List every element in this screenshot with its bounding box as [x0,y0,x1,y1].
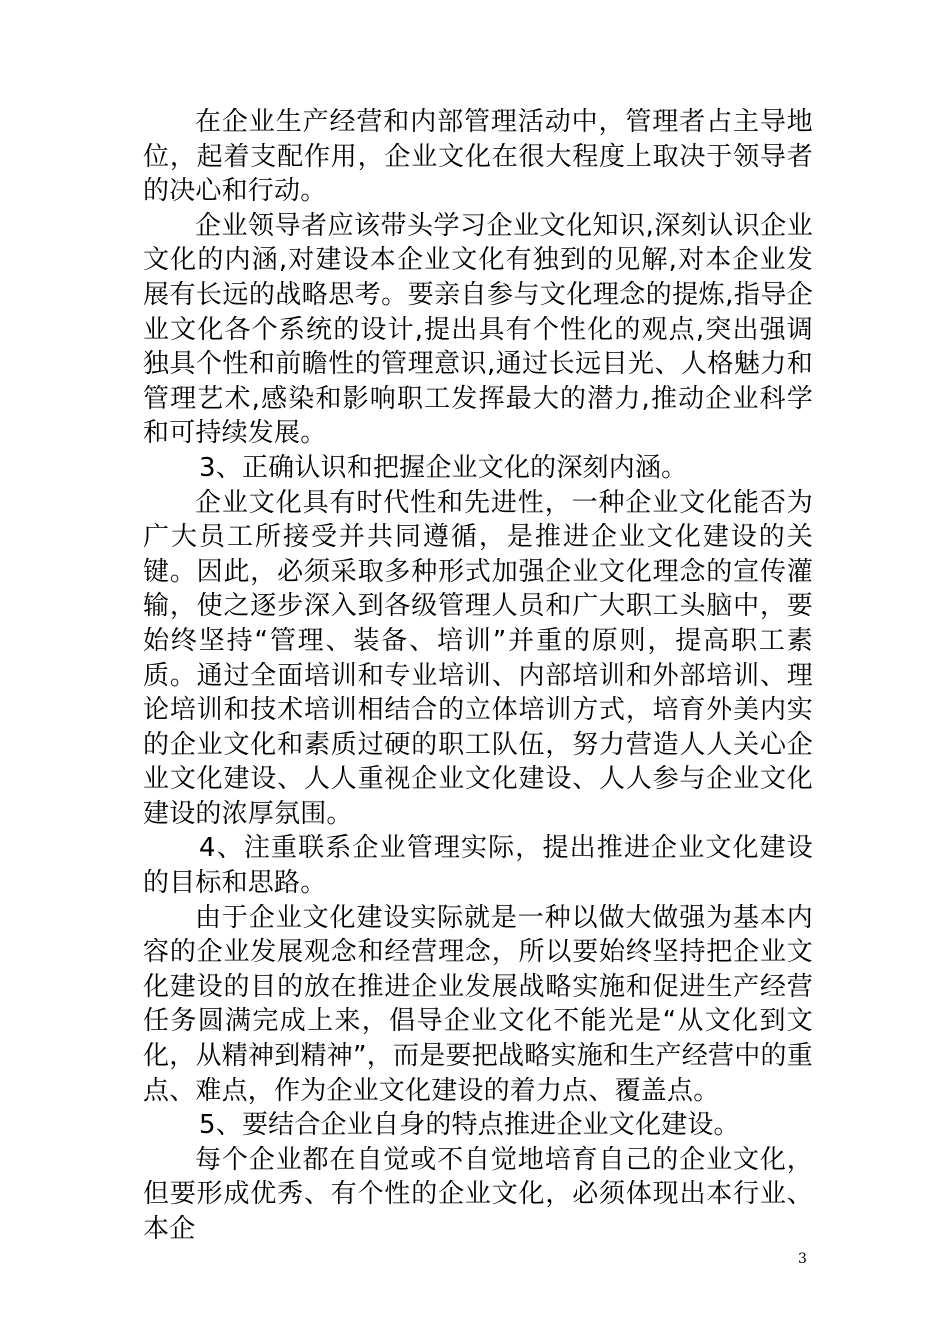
paragraph-2: 企业领导者应该带头学习企业文化知识,深刻认识企业文化的内涵,对建设本企业文化有独到的见解,对本企业发展有长远的战略思考。要亲自参与文化理念的提炼,指导企业文化各个系统的设计,提出具有个性化的观点,突出强调独具个性和前瞻性的管理意识,通过长远目光、人格魅力和管理艺术,感染和影响职工发挥最大的潜力,推动企业科学和可持续发展。 [143,210,813,449]
section-heading-4: 4、注重联系企业管理实际，提出推进企业文化建设的目标和思路。 [143,833,813,899]
section-heading-3: 3、正确认识和把握企业文化的深刻内涵。 [199,452,688,483]
paragraph-3: 企业文化具有时代性和先进性，一种企业文化能否为广大员工所接受并共同遵循，是推进企业文化建设的关键。因此，必须采取多种形式加强企业文化理念的宣传灌输，使之逐步深入到各级管理人员和广大职工头脑中，要始终坚持“管理、装备、培训”并重的原则，提高职工素质。通过全面培训和专业培训、内部培训和外部培训、理论培训和技术培训相结合的立体培训方式，培育外美内实的企业文化和素质过硬的职工队伍，努力营造人人关心企业文化建设、人人重视企业文化建设、人人参与企业文化建设的浓厚氛围。 [143,487,813,829]
paragraph-1: 在企业生产经营和内部管理活动中，管理者占主导地位，起着支配作用，企业文化在很大程度上取决于领导者的决心和行动。 [143,107,813,207]
section-heading-5: 5、要结合企业自身的特点推进企业文化建设。 [199,1110,740,1141]
page-number: 3 [798,1251,807,1267]
paragraph-5: 每个企业都在自觉或不自觉地培育自己的企业文化，但要形成优秀、有个性的企业文化，必须体现出本行业、本企 [143,1144,813,1244]
paragraph-4: 由于企业文化建设实际就是一种以做大做强为基本内容的企业发展观念和经营理念，所以要始终坚持把企业文化建设的目的放在推进企业发展战略实施和促进生产经营任务圆满完成上来，倡导企业文化不能光是“从文化到文化，从精神到精神”，而是要把战略实施和生产经营中的重点、难点，作为企业文化建设的着力点、覆盖点。 [143,902,813,1106]
document-body [143,105,813,1247]
